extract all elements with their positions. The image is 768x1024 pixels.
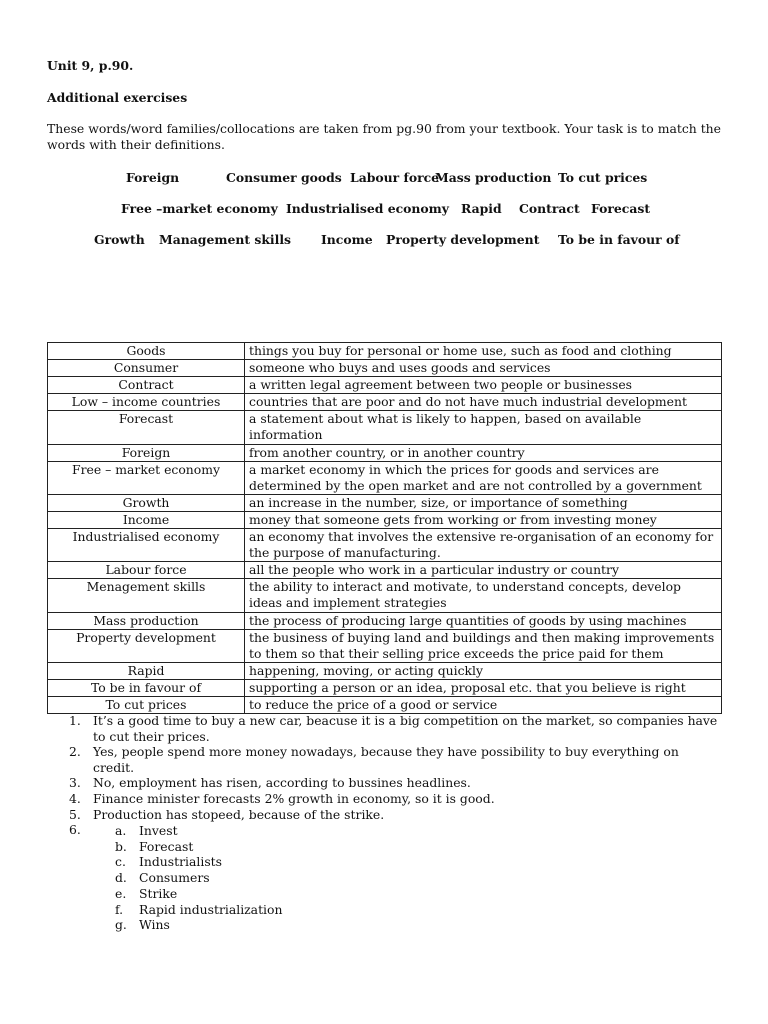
item-text: No, employment has risen, according to bussines headlines. [93,775,471,791]
item-text: Rapid industrialization [139,901,283,917]
item-number: 3. [69,775,81,791]
term-cell: Goods [48,343,245,360]
item-letter: e. [115,885,127,901]
term-cell: Forecast [48,411,245,444]
definition-cell: things you buy for personal or home use, such as food and clothing [245,343,722,360]
item-number: 5. [69,806,81,822]
item-text: Wins [139,917,170,933]
term-cell: Contract [48,377,245,394]
term-cell: Menagement skills [48,579,245,612]
word-bank-item: Rapid [461,201,502,216]
list-item [47,870,282,886]
term-cell: To cut prices [48,696,245,713]
item-text: It’s a good time to buy a new car, beacuse it is a big competition on the market, so companies have to cut their prices. [93,713,718,744]
word-bank-item: To be in favour of [558,232,680,247]
list-item [47,854,282,870]
table-row [48,394,722,411]
definitions-table-body [48,343,722,714]
item-letter: d. [115,870,127,886]
item-letter: f. [115,901,124,917]
list-item [47,917,282,933]
definition-cell: an increase in the number, size, or importance of something [245,494,722,511]
word-bank-item: Foreign [126,170,180,185]
table-row [48,411,722,444]
list-item [47,886,282,902]
definition-cell: money that someone gets from working or from investing money [245,511,722,528]
item-number: 6. [69,822,81,838]
table-row [48,629,722,662]
term-cell: Mass production [48,612,245,629]
term-cell: Industrialised economy [48,529,245,562]
instructions-paragraph: These words/word families/collocations are taken from pg.90 from your textbook. Your task is to match the words with their definitions. [47,121,721,152]
definition-cell: from another country, or in another country [245,444,722,461]
table-row [48,696,722,713]
table-row [48,579,722,612]
definition-cell: the ability to interact and motivate, to understand concepts, develop ideas and implement strategies [245,579,722,612]
item-text: Industrialists [139,854,223,870]
list-item [47,823,282,839]
table-row [48,679,722,696]
definition-cell: the business of buying land and buildings and then making improvements to them so that their selling price exceeds the price paid for them [245,629,722,662]
table-row [48,494,722,511]
item-letter: a. [115,823,127,838]
item-number: 1. [69,713,81,728]
word-bank-item: To cut prices [558,170,648,185]
definition-cell: a written legal agreement between two people or businesses [245,377,722,394]
word-bank-item: Labour force [350,170,440,185]
word-bank-item: Management skills [159,232,292,247]
term-cell: Labour force [48,562,245,579]
table-row [48,529,722,562]
word-bank-row-2 [47,201,721,219]
table-row [48,612,722,629]
list-item [47,902,282,918]
term-cell: Growth [48,494,245,511]
term-cell: Property development [48,629,245,662]
table-row [48,343,722,360]
item-letter: b. [115,838,127,854]
table-row [48,360,722,377]
item-number: 4. [69,790,81,806]
word-bank-item: Growth [94,232,145,247]
list-item [47,791,721,807]
table-row [48,562,722,579]
table-row [48,461,722,494]
term-cell: Income [48,511,245,528]
definition-cell: an economy that involves the extensive re-organisation of an economy for the purpose of manufacturing. [245,529,722,562]
term-cell: Low – income countries [48,394,245,411]
definition-cell: to reduce the price of a good or service [245,696,722,713]
word-bank-item: Contract [519,201,580,216]
table-row [48,444,722,461]
term-cell: Free – market economy [48,461,245,494]
item-letter: c. [115,854,126,870]
definitions-table [47,342,722,714]
term-cell: To be in favour of [48,679,245,696]
list-item [47,839,282,855]
item-letter: g. [115,917,127,933]
table-row [48,511,722,528]
list-item [47,807,721,823]
word-bank-item: Forecast [591,201,651,216]
definition-cell: countries that are poor and do not have much industrial development [245,394,722,411]
word-bank-item: Industrialised economy [286,201,449,216]
unit-heading: Unit 9, p.90. [47,58,134,73]
definition-cell: supporting a person or an idea, proposal etc. that you believe is right [245,679,722,696]
table-row [48,662,722,679]
table-row [48,377,722,394]
options-list [47,823,282,933]
definition-cell: all the people who work in a particular industry or country [245,562,722,579]
item-number: 2. [69,744,81,760]
definition-cell: a market economy in which the prices for goods and services are determined by the open market and are not controlled by a government [245,461,722,494]
list-item [47,744,721,775]
item-text: Forecast [139,838,194,854]
item-text: Yes, people spend more money nowadays, because they have possibility to buy everything on credit. [93,744,679,775]
item-text: Strike [139,885,178,901]
item-text: Consumers [139,870,210,886]
word-bank-row-3 [47,232,721,250]
term-cell: Foreign [48,444,245,461]
answers-list [47,713,721,838]
item-text: Finance minister forecasts 2% growth in economy, so it is good. [93,790,495,806]
definition-cell: the process of producing large quantities of goods by using machines [245,612,722,629]
word-bank-item: Property development [386,232,540,247]
term-cell: Rapid [48,662,245,679]
word-bank-item: Mass production [435,170,552,185]
item-text: Production has stopeed, because of the strike. [93,806,385,822]
item-text: Invest [139,823,178,838]
word-bank-item: Income [321,232,373,247]
term-cell: Consumer [48,360,245,377]
list-item [47,713,721,744]
word-bank-row-1 [47,170,721,188]
definition-cell: someone who buys and uses goods and services [245,360,722,377]
section-heading: Additional exercises [47,90,188,105]
list-item [47,775,721,791]
definition-cell: a statement about what is likely to happen, based on available information [245,411,722,444]
word-bank-item: Free –market economy [121,201,278,216]
definition-cell: happening, moving, or acting quickly [245,662,722,679]
word-bank-item: Consumer goods [226,170,342,185]
